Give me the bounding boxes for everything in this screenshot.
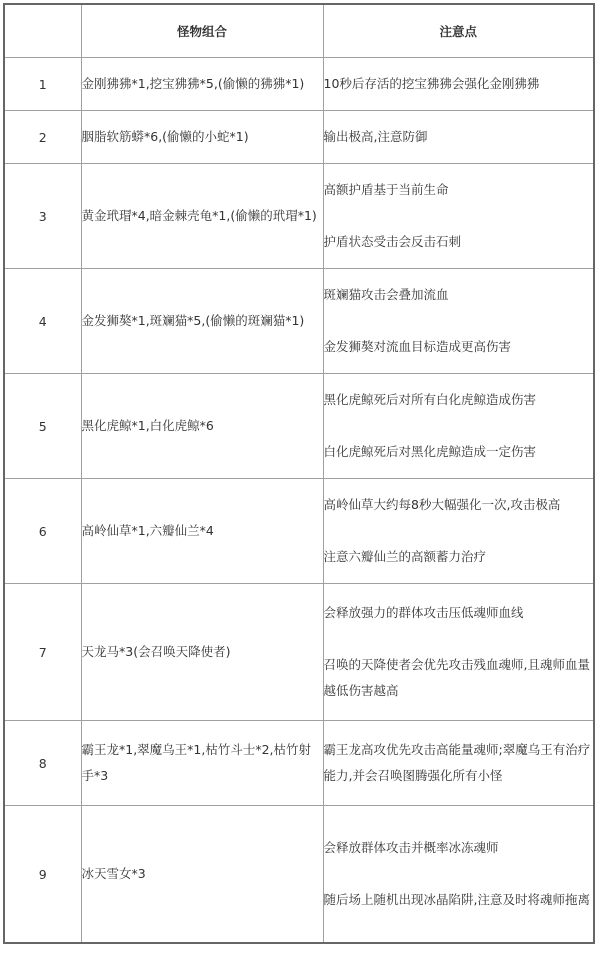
note-line: 输出极高,注意防御 [323, 129, 428, 144]
row-index: 7 [4, 584, 81, 721]
notes-cell [323, 479, 594, 584]
row-index: 5 [4, 374, 81, 479]
notes-cell [323, 806, 594, 944]
row-index: 8 [4, 721, 81, 806]
monster-combo: 胭脂软筋蟒*6,(偷懒的小蛇*1) [81, 111, 323, 164]
note-line: 会释放强力的群体攻击压低魂师血线 [323, 605, 524, 620]
monster-combo: 金发狮獒*1,斑斓猫*5,(偷懒的斑斓猫*1) [81, 269, 323, 374]
monster-combo: 霸王龙*1,翠魔乌王*1,枯竹斗士*2,枯竹射手*3 [81, 721, 323, 806]
note-line: 护盾状态受击会反击石刺 [323, 234, 462, 249]
table-row [4, 584, 594, 721]
row-index: 1 [4, 58, 81, 111]
table-row [4, 806, 594, 944]
monster-combo: 黑化虎鲸*1,白化虎鲸*6 [81, 374, 323, 479]
header-monster-combination: 怪物组合 [81, 4, 323, 58]
row-index: 6 [4, 479, 81, 584]
monster-combo: 高岭仙草*1,六瓣仙兰*4 [81, 479, 323, 584]
note-line: 注意六瓣仙兰的高额蓄力治疗 [323, 549, 487, 564]
note-line: 霸王龙高攻优先攻击高能量魂师;翠魔乌王有治疗能力,并会召唤图腾强化所有小怪 [323, 742, 591, 783]
row-index: 2 [4, 111, 81, 164]
header-notes: 注意点 [323, 4, 594, 58]
monster-combo: 天龙马*3(会召唤天降使者) [81, 584, 323, 721]
row-index: 9 [4, 806, 81, 944]
notes-cell [323, 58, 594, 111]
table-row [4, 269, 594, 374]
monster-combo: 金刚狒狒*1,挖宝狒狒*5,(偷懒的狒狒*1) [81, 58, 323, 111]
note-line: 高额护盾基于当前生命 [323, 182, 449, 197]
notes-cell [323, 584, 594, 721]
table-row [4, 111, 594, 164]
table-row [4, 164, 594, 269]
table-row [4, 721, 594, 806]
note-line: 召唤的天降使者会优先攻击残血魂师,且魂师血量越低伤害越高 [323, 657, 590, 698]
note-line: 10秒后存活的挖宝狒狒会强化金刚狒狒 [323, 76, 540, 91]
notes-cell [323, 721, 594, 806]
table-header-row [4, 4, 594, 58]
note-line: 随后场上随机出现冰晶陷阱,注意及时将魂师拖离 [323, 892, 590, 907]
note-line: 白化虎鲸死后对黑化虎鲸造成一定伤害 [323, 444, 537, 459]
note-line: 黑化虎鲸死后对所有白化虎鲸造成伤害 [323, 392, 537, 407]
monster-combo: 黄金玳瑁*4,暗金棘壳龟*1,(偷懒的玳瑁*1) [81, 164, 323, 269]
note-line: 会释放群体攻击并概率冰冻魂师 [323, 840, 499, 855]
header-index [4, 4, 81, 58]
notes-cell [323, 269, 594, 374]
table-row [4, 479, 594, 584]
table-row [4, 374, 594, 479]
note-line: 金发狮獒对流血目标造成更高伤害 [323, 339, 512, 354]
monster-combo: 冰天雪女*3 [81, 806, 323, 944]
notes-cell [323, 374, 594, 479]
table-row [4, 58, 594, 111]
row-index: 3 [4, 164, 81, 269]
row-index: 4 [4, 269, 81, 374]
monster-combination-table [3, 3, 595, 944]
notes-cell [323, 111, 594, 164]
notes-cell [323, 164, 594, 269]
note-line: 高岭仙草大约每8秒大幅强化一次,攻击极高 [323, 497, 561, 512]
note-line: 斑斓猫攻击会叠加流血 [323, 287, 449, 302]
